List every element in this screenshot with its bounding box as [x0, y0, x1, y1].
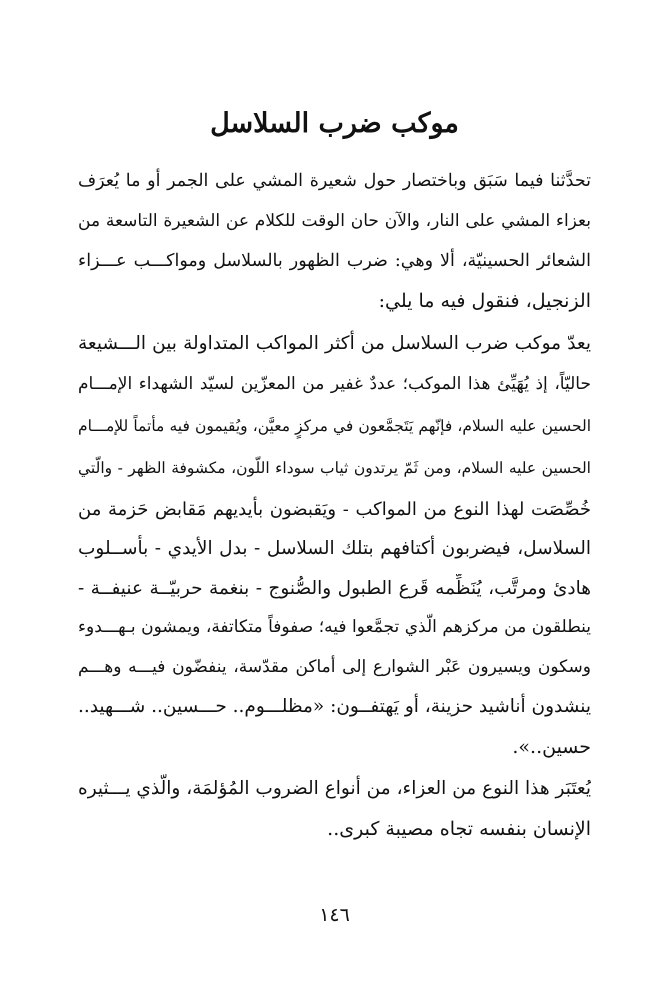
paragraph-2-line-8: ينطلقون من مركزهم الّذي تجمَّعوا فيه؛ صفوفاً متكاتفة، ويمشون بـهـــدوء: [78, 617, 591, 637]
page-number: ١٤٦: [319, 904, 350, 926]
page-title: موكب ضرب السلاسل: [210, 108, 459, 139]
paragraph-2-line-9: وسكون ويسيرون عَبْر الشوارع إلى أماكن مقدّسة، ينفضّون فيـــه وهـــم: [78, 657, 591, 677]
paragraph-2-line-4: الحسين عليه السلام، ومن ثَمّ يرتدون ثياب سوداء اللّون، مكشوفة الظهر - والّتي: [78, 459, 591, 477]
paragraph-2-line-11: حسين..».: [512, 736, 591, 758]
paragraph-1-line-2: بعزاء المشي على النار، والآن حان الوقت للكلام عن الشعيرة التاسعة من: [78, 211, 591, 231]
paragraph-2-line-3: الحسين عليه السلام، فإنّهم يَتَجمَّعون في مركزٍ معيَّن، ويُقيمون فيه مأتماً للإمـــام: [78, 417, 591, 435]
paragraph-2-line-6: السلاسل، فيضربون أكتافهم بتلك السلاسل - بدل الأيدي - بأســلوب: [78, 538, 591, 559]
paragraph-2-line-1: يعدّ موكب ضرب السلاسل من أكثر المواكب المتداولة بين الـــشيعة: [78, 333, 591, 354]
paragraph-2-line-5: خُصِّصَت لهذا النوع من المواكب - ويَقبضون بأيديهم مَقابض حَزمة من: [78, 499, 591, 520]
paragraph-2-line-10: ينشدون أناشيد حزينة، أو يَهتفــون: «مظلـــوم.. حـــسين.. شـــهيد..: [78, 696, 591, 717]
paragraph-1-line-1: تحدَّثنا فيما سَبَق وباختصار حول شعيرة المشي على الجمر أو ما يُعرَف: [78, 171, 591, 191]
paragraph-1-line-4: الزنجيل، فنقول فيه ما يلي:: [378, 290, 591, 312]
paragraph-3-line-1: يُعتَبَر هذا النوع من العزاء، من أنواع الضروب المُؤلمَة، والّذي يـــثيره: [78, 778, 591, 799]
paragraph-2-line-2: حاليّاً، إذ يُهَيِّئ هذا الموكب؛ عددٌ غفير من المعزّين لسيّد الشهداء الإمـــام: [78, 374, 591, 394]
paragraph-2-line-7: هادئ ومرتَّب، يُنَظِّمه قَرع الطبول والصُّنوج - بنغمة حربيّــة عنيفــة -: [78, 578, 591, 599]
paragraph-3-line-2: الإنسان بنفسه تجاه مصيبة كبرى..: [327, 818, 591, 840]
paragraph-1-line-3: الشعائر الحسينيّة، ألا وهي: ضرب الظهور بالسلاسل ومواكـــب عـــزاء: [78, 251, 591, 271]
